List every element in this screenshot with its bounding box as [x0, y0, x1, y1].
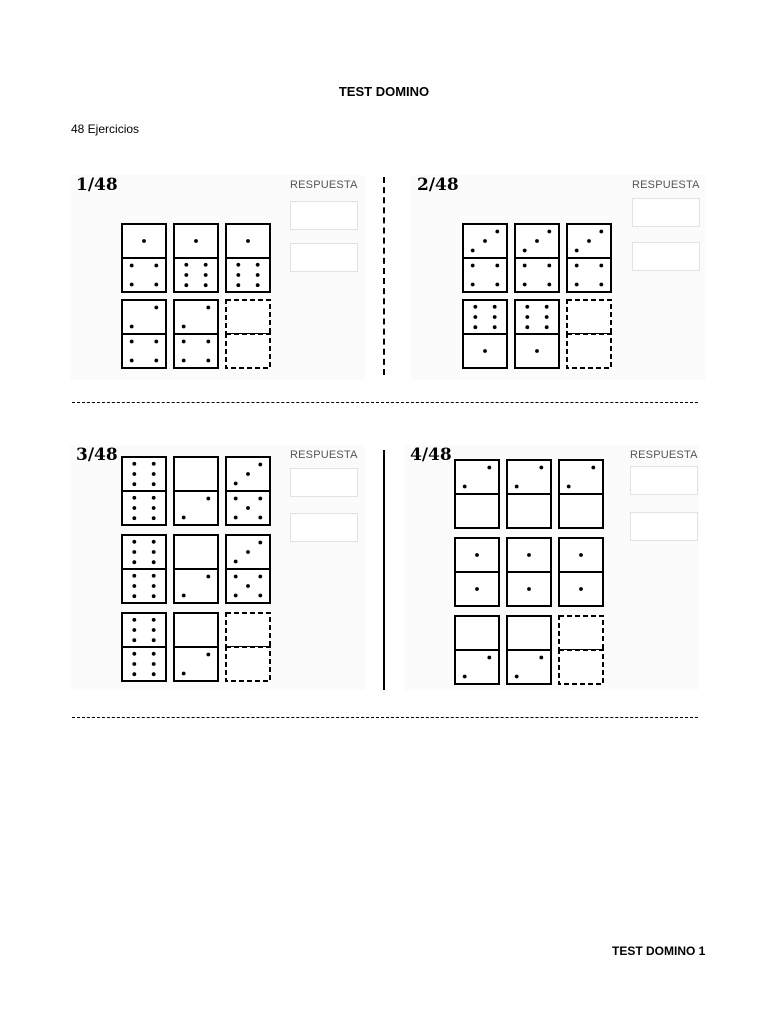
- domino-pip: [471, 283, 475, 287]
- domino-pip: [154, 306, 158, 310]
- domino-top-half: [122, 613, 166, 647]
- domino-pip: [152, 628, 156, 632]
- domino-pip: [234, 516, 238, 520]
- domino-pip: [258, 516, 262, 520]
- domino-pip: [515, 485, 519, 489]
- domino-bottom-half: [507, 650, 551, 684]
- domino-pip: [152, 618, 156, 622]
- domino-top-half: [174, 613, 218, 647]
- domino-pip: [483, 349, 487, 353]
- domino-pip: [182, 340, 186, 344]
- missing-domino-top: [226, 300, 270, 334]
- domino-top-half: [122, 457, 166, 491]
- domino-pip: [258, 541, 262, 545]
- answer-label: RESPUESTA: [632, 179, 700, 191]
- domino-pip: [132, 516, 136, 520]
- answer-label: RESPUESTA: [630, 449, 698, 461]
- domino-pip: [471, 249, 475, 253]
- domino-pip: [547, 230, 551, 234]
- answer-label: RESPUESTA: [290, 449, 358, 461]
- domino-pip: [471, 264, 475, 268]
- domino-pip: [152, 594, 156, 598]
- domino-bottom-half: [122, 334, 166, 368]
- domino-pip: [535, 349, 539, 353]
- domino-bottom-half: [174, 258, 218, 292]
- exercise-panel-2: [411, 175, 706, 380]
- domino-bottom-half: [174, 491, 218, 525]
- domino-pip: [132, 638, 136, 642]
- answer-box-1[interactable]: [290, 201, 358, 230]
- domino-pip: [184, 273, 188, 277]
- exercise-number: 4/48: [410, 445, 452, 465]
- domino-top-half: [559, 460, 603, 494]
- page-footer: TEST DOMINO 1: [612, 944, 706, 958]
- missing-domino-bottom: [559, 650, 603, 684]
- domino-pip: [236, 263, 240, 267]
- domino-pip: [246, 584, 250, 588]
- domino-pip: [256, 263, 260, 267]
- domino-pip: [256, 283, 260, 287]
- exercise-number: 2/48: [417, 175, 459, 195]
- domino-pip: [599, 230, 603, 234]
- domino-pip: [204, 283, 208, 287]
- domino-pip: [132, 618, 136, 622]
- domino-pip: [130, 325, 134, 329]
- domino-pip: [184, 283, 188, 287]
- domino-pip: [545, 315, 549, 319]
- domino-pip: [246, 239, 250, 243]
- domino-pip: [493, 325, 497, 329]
- domino-pip: [132, 584, 136, 588]
- domino-pip: [599, 264, 603, 268]
- domino-pip: [130, 283, 134, 287]
- domino-pip: [475, 553, 479, 557]
- domino-pip: [182, 672, 186, 676]
- domino-pip: [539, 656, 543, 660]
- domino-pip: [152, 516, 156, 520]
- domino-grid: [461, 222, 613, 370]
- domino-pip: [258, 497, 262, 501]
- domino-pip: [587, 239, 591, 243]
- domino-pip: [152, 672, 156, 676]
- exercise-panel-3: [70, 445, 365, 690]
- domino-grid: [120, 455, 272, 683]
- domino-pip: [152, 496, 156, 500]
- domino-pip: [194, 239, 198, 243]
- answer-box-1[interactable]: [630, 466, 698, 495]
- domino-pip: [547, 264, 551, 268]
- answer-box-2[interactable]: [632, 242, 700, 271]
- domino-pip: [152, 662, 156, 666]
- domino-bottom-half: [226, 258, 270, 292]
- domino-pip: [206, 575, 210, 579]
- domino-pip: [152, 506, 156, 510]
- domino-pip: [493, 315, 497, 319]
- domino-pip: [523, 249, 527, 253]
- domino-pip: [206, 359, 210, 363]
- domino-bottom-half: [455, 650, 499, 684]
- domino-pip: [234, 594, 238, 598]
- domino-pip: [182, 325, 186, 329]
- domino-bottom-half: [515, 258, 559, 292]
- domino-pip: [525, 325, 529, 329]
- domino-pip: [234, 497, 238, 501]
- domino-bottom-half: [122, 258, 166, 292]
- exercise-panel-4: [404, 445, 699, 690]
- exercise-number: 3/48: [76, 445, 118, 465]
- domino-pip: [495, 230, 499, 234]
- domino-bottom-half: [455, 494, 499, 528]
- domino-pip: [152, 560, 156, 564]
- page-title: TEST DOMINO: [338, 84, 430, 99]
- domino-pip: [523, 283, 527, 287]
- domino-pip: [152, 540, 156, 544]
- domino-pip: [246, 506, 250, 510]
- domino-pip: [130, 264, 134, 268]
- domino-pip: [152, 652, 156, 656]
- domino-bottom-half: [174, 647, 218, 681]
- domino-pip: [132, 672, 136, 676]
- domino-grid: [120, 222, 272, 370]
- domino-top-half: [174, 535, 218, 569]
- answer-box-1[interactable]: [290, 468, 358, 497]
- domino-pip: [258, 594, 262, 598]
- domino-pip: [132, 574, 136, 578]
- domino-pip: [130, 340, 134, 344]
- domino-pip: [182, 516, 186, 520]
- missing-domino-top: [226, 613, 270, 647]
- domino-pip: [132, 560, 136, 564]
- domino-pip: [567, 485, 571, 489]
- domino-pip: [575, 264, 579, 268]
- domino-bottom-half: [463, 258, 507, 292]
- domino-pip: [547, 283, 551, 287]
- domino-pip: [545, 325, 549, 329]
- domino-pip: [246, 550, 250, 554]
- domino-pip: [132, 540, 136, 544]
- domino-pip: [204, 263, 208, 267]
- domino-pip: [495, 283, 499, 287]
- domino-pip: [575, 283, 579, 287]
- domino-top-half: [122, 535, 166, 569]
- exercise-count: 48 Ejercicios: [71, 122, 140, 136]
- domino-pip: [473, 305, 477, 309]
- domino-pip: [132, 550, 136, 554]
- domino-top-half: [507, 460, 551, 494]
- domino-pip: [579, 553, 583, 557]
- domino-top-half: [455, 616, 499, 650]
- domino-pip: [258, 575, 262, 579]
- domino-bottom-half: [567, 258, 611, 292]
- domino-pip: [525, 315, 529, 319]
- domino-bottom-half: [122, 491, 166, 525]
- domino-pip: [132, 662, 136, 666]
- horizontal-divider-2: [72, 717, 698, 718]
- domino-pip: [236, 273, 240, 277]
- domino-pip: [182, 594, 186, 598]
- domino-pip: [258, 463, 262, 467]
- answer-box-2[interactable]: [290, 243, 358, 272]
- answer-box-1[interactable]: [632, 198, 700, 227]
- domino-pip: [545, 305, 549, 309]
- domino-pip: [184, 263, 188, 267]
- domino-pip: [154, 264, 158, 268]
- domino-pip: [142, 239, 146, 243]
- domino-pip: [152, 550, 156, 554]
- domino-pip: [132, 496, 136, 500]
- domino-top-half: [174, 300, 218, 334]
- domino-pip: [152, 638, 156, 642]
- domino-pip: [152, 462, 156, 466]
- domino-pip: [463, 485, 467, 489]
- domino-pip: [495, 264, 499, 268]
- domino-top-half: [515, 300, 559, 334]
- domino-pip: [182, 359, 186, 363]
- domino-pip: [515, 675, 519, 679]
- domino-pip: [473, 325, 477, 329]
- missing-domino-bottom: [226, 647, 270, 681]
- domino-pip: [152, 482, 156, 486]
- domino-pip: [599, 283, 603, 287]
- domino-bottom-half: [122, 569, 166, 603]
- vertical-divider-top: [383, 177, 385, 375]
- domino-bottom-half: [174, 569, 218, 603]
- domino-pip: [152, 584, 156, 588]
- domino-grid: [453, 458, 605, 686]
- domino-pip: [579, 587, 583, 591]
- domino-pip: [234, 482, 238, 486]
- domino-top-half: [507, 616, 551, 650]
- answer-box-2[interactable]: [630, 512, 698, 541]
- missing-domino-top: [567, 300, 611, 334]
- domino-pip: [132, 462, 136, 466]
- domino-pip: [132, 628, 136, 632]
- domino-pip: [487, 656, 491, 660]
- answer-box-2[interactable]: [290, 513, 358, 542]
- domino-pip: [234, 575, 238, 579]
- domino-pip: [154, 283, 158, 287]
- domino-pip: [246, 472, 250, 476]
- missing-domino-top: [559, 616, 603, 650]
- domino-pip: [154, 359, 158, 363]
- domino-pip: [234, 560, 238, 564]
- domino-pip: [132, 482, 136, 486]
- domino-bottom-half: [559, 494, 603, 528]
- domino-top-half: [455, 460, 499, 494]
- horizontal-divider-1: [72, 402, 698, 403]
- domino-top-half: [463, 300, 507, 334]
- domino-pip: [204, 273, 208, 277]
- domino-pip: [256, 273, 260, 277]
- domino-pip: [487, 466, 491, 470]
- domino-pip: [527, 587, 531, 591]
- vertical-divider-bottom: [383, 450, 385, 690]
- domino-pip: [525, 305, 529, 309]
- domino-pip: [206, 340, 210, 344]
- domino-bottom-half: [122, 647, 166, 681]
- domino-pip: [539, 466, 543, 470]
- domino-top-half: [122, 300, 166, 334]
- domino-pip: [236, 283, 240, 287]
- exercise-panel-1: [70, 175, 365, 380]
- domino-pip: [206, 497, 210, 501]
- domino-pip: [493, 305, 497, 309]
- domino-pip: [475, 587, 479, 591]
- domino-pip: [473, 315, 477, 319]
- answer-label: RESPUESTA: [290, 179, 358, 191]
- domino-pip: [132, 506, 136, 510]
- domino-pip: [483, 239, 487, 243]
- domino-pip: [152, 574, 156, 578]
- domino-pip: [152, 472, 156, 476]
- exercise-number: 1/48: [76, 175, 118, 195]
- domino-pip: [527, 553, 531, 557]
- domino-pip: [535, 239, 539, 243]
- missing-domino-bottom: [567, 334, 611, 368]
- domino-top-half: [174, 457, 218, 491]
- domino-pip: [206, 306, 210, 310]
- domino-pip: [206, 653, 210, 657]
- domino-pip: [463, 675, 467, 679]
- domino-pip: [132, 652, 136, 656]
- domino-bottom-half: [507, 494, 551, 528]
- domino-pip: [130, 359, 134, 363]
- missing-domino-bottom: [226, 334, 270, 368]
- domino-pip: [154, 340, 158, 344]
- domino-pip: [523, 264, 527, 268]
- domino-pip: [575, 249, 579, 253]
- domino-pip: [132, 472, 136, 476]
- domino-pip: [132, 594, 136, 598]
- domino-pip: [591, 466, 595, 470]
- domino-bottom-half: [174, 334, 218, 368]
